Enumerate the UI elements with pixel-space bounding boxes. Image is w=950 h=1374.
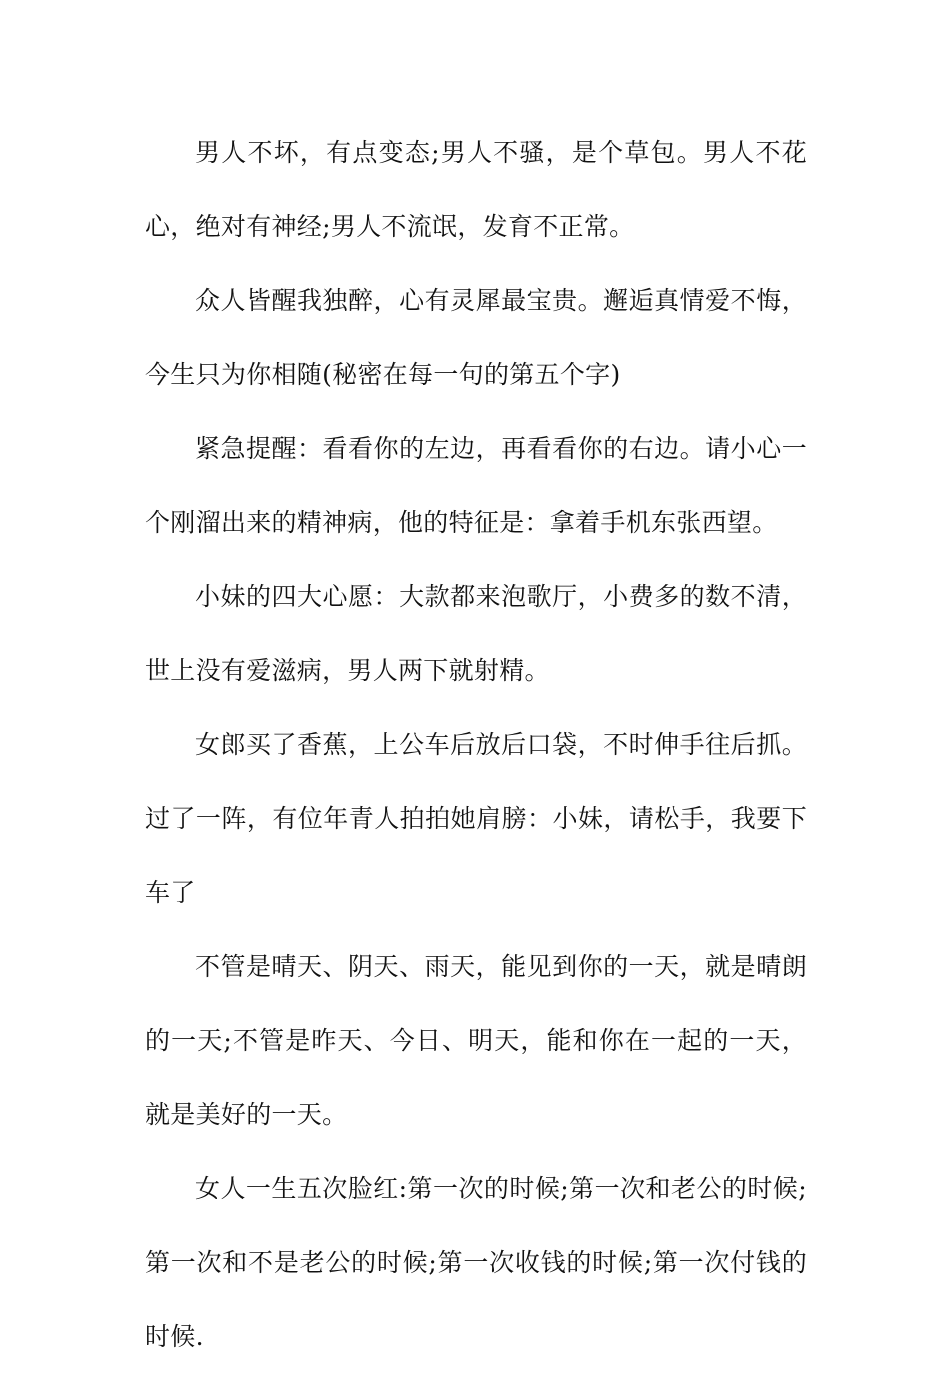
document-page (145, 116, 807, 1374)
paragraph: 女人一生五次脸红:第一次的时候;第一次和老公的时候;第一次和不是老公的时候;第一次收钱的时候;第一次付钱的时候. (145, 1174, 807, 1351)
paragraph: 不管是晴天、阴天、雨天，能见到你的一天，就是晴朗的一天;不管是昨天、今日、明天，能和你在一起的一天，就是美好的一天。 (145, 952, 807, 1129)
paragraph: 众人皆醒我独醉，心有灵犀最宝贵。邂逅真情爱不悔，今生只为你相随(秘密在每一句的第五个字) (145, 286, 807, 389)
paragraph: 男人不坏，有点变态;男人不骚，是个草包。男人不花心，绝对有神经;男人不流氓，发育不正常。 (145, 138, 807, 241)
paragraph: 紧急提醒：看看你的左边，再看看你的右边。请小心一个刚溜出来的精神病，他的特征是：拿着手机东张西望。 (145, 434, 807, 537)
paragraph: 女郎买了香蕉，上公车后放后口袋，不时伸手往后抓。过了一阵，有位年青人拍拍她肩膀：小妹，请松手，我要下车了 (145, 730, 807, 907)
paragraph: 小妹的四大心愿：大款都来泡歌厅，小费多的数不清，世上没有爱滋病，男人两下就射精。 (145, 582, 807, 685)
